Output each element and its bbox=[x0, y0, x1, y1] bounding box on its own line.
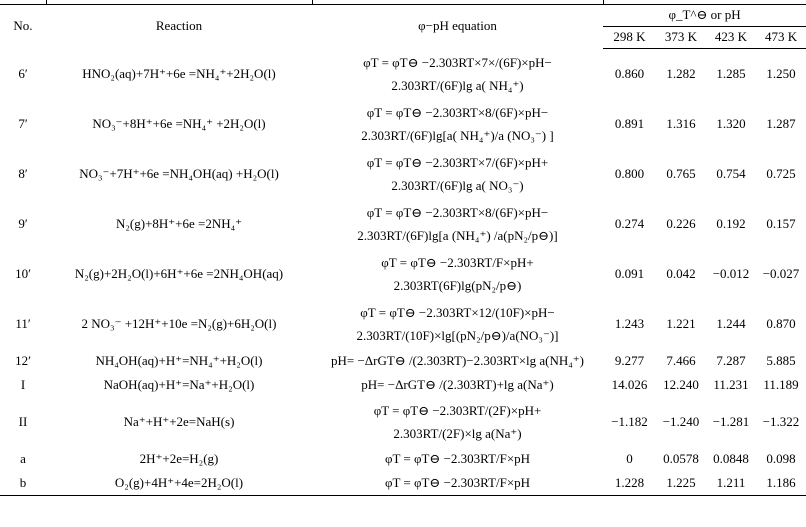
row-equation bbox=[312, 249, 603, 299]
row-no: 6′ bbox=[18, 65, 28, 81]
row-reaction: O₂(g)+4H⁺+4e=2H₂O(l) bbox=[46, 471, 312, 496]
row-no: a bbox=[20, 451, 26, 466]
row-reaction: N₂(g)+8H⁺+6e =2NH₄⁺ bbox=[115, 216, 242, 231]
row-no: b bbox=[0, 471, 46, 496]
equation-line-2: 2.303RT/(6F)lg a( NH₄⁺) bbox=[391, 77, 524, 93]
value-298: 0.891 bbox=[614, 116, 645, 131]
header-group: φ_T^⊖ or pH bbox=[668, 7, 741, 22]
equation-line-2: 2.303RT/(6F)lg[a( NH₄⁺)/a (NO₃⁻) ] bbox=[361, 128, 554, 143]
value-423: −1.281 bbox=[712, 414, 750, 429]
row-reaction: N₂(g)+2H₂O(l)+6H⁺+6e =2NH₄OH(aq) bbox=[74, 266, 284, 281]
value-473: 5.885 bbox=[766, 353, 796, 368]
row-no: 10′ bbox=[15, 266, 31, 281]
row-equation bbox=[312, 299, 603, 349]
value-373: 0.0578 bbox=[663, 451, 699, 466]
equation-line-2: 2.303RT/(2F)×lg a(Na⁺) bbox=[393, 426, 522, 441]
row-equation bbox=[312, 149, 603, 199]
value-423: 0.754 bbox=[716, 166, 746, 181]
header-temp-423: 423 K bbox=[706, 26, 756, 49]
equation-line-1: φT = φT⊖ −2.303RT×8/(6F)×pH− bbox=[366, 105, 549, 120]
row-equation bbox=[312, 397, 603, 447]
row-equation: pH= −ΔrGT⊖ /(2.303RT)+lg a(Na⁺) bbox=[361, 377, 554, 392]
table-row bbox=[0, 349, 806, 373]
value-373: 0.226 bbox=[666, 216, 696, 231]
row-equation: pH= −ΔrGT⊖ /(2.303RT)−2.303RT×lg a(NH₄⁺) bbox=[330, 353, 585, 368]
value-298: 0 bbox=[626, 451, 633, 466]
value-473: 11.189 bbox=[763, 377, 799, 392]
row-reaction: 2 NO₃⁻ +12H⁺+10e =N₂(g)+6H₂O(l) bbox=[81, 316, 277, 331]
table-row bbox=[0, 49, 806, 100]
row-equation: φT = φT⊖ −2.303RT/F×pH bbox=[312, 471, 603, 496]
row-reaction: HNO₂(aq)+7H⁺+6e =NH₄⁺+2H₂O(l) bbox=[82, 65, 276, 81]
table-row bbox=[0, 299, 806, 349]
value-423: 7.287 bbox=[716, 353, 746, 368]
table-row bbox=[0, 199, 806, 249]
row-reaction: NaOH(aq)+H⁺=Na⁺+H₂O(l) bbox=[103, 377, 255, 392]
table-row bbox=[0, 149, 806, 199]
value-423: 1.211 bbox=[706, 471, 756, 496]
table-row bbox=[0, 447, 806, 471]
value-423: 1.285 bbox=[716, 66, 746, 81]
value-373: 1.225 bbox=[656, 471, 706, 496]
value-298: 1.243 bbox=[614, 316, 645, 331]
value-298: −1.182 bbox=[611, 414, 648, 429]
header-temp-298: 298 K bbox=[603, 26, 656, 49]
value-473: 1.186 bbox=[756, 471, 806, 496]
row-no: 9′ bbox=[18, 216, 28, 231]
table-row bbox=[0, 249, 806, 299]
value-373: 1.316 bbox=[666, 116, 696, 131]
row-equation bbox=[312, 199, 603, 249]
value-423: 1.244 bbox=[716, 316, 746, 331]
row-no: 8′ bbox=[18, 166, 28, 181]
equation-line-1: φT = φT⊖ −2.303RT/(2F)×pH+ bbox=[373, 403, 542, 418]
value-373: 1.282 bbox=[666, 66, 696, 81]
equation-line-1: φT = φT⊖ −2.303RT×12/(10F)×pH− bbox=[360, 305, 555, 320]
header-temp-473: 473 K bbox=[756, 26, 806, 49]
value-298: 0.860 bbox=[614, 66, 645, 81]
row-no: 7′ bbox=[18, 116, 28, 131]
value-473: 0.157 bbox=[766, 216, 796, 231]
row-no: I bbox=[20, 377, 26, 392]
value-473: −1.322 bbox=[762, 414, 800, 429]
value-298: 14.026 bbox=[611, 377, 648, 392]
value-473: 0.725 bbox=[766, 166, 796, 181]
row-no: 12′ bbox=[15, 353, 31, 368]
row-equation: φT = φT⊖ −2.303RT/F×pH bbox=[384, 451, 531, 466]
equation-line-2: 2.303RT/(6F)lg[a (NH₄⁺) /a(pN₂/p⊖)] bbox=[357, 228, 558, 243]
equation-line-1: φT = φT⊖ −2.303RT×8/(6F)×pH− bbox=[366, 205, 549, 220]
row-equation bbox=[312, 99, 603, 149]
value-473: 0.098 bbox=[766, 451, 796, 466]
equation-line-2: 2.303RT/(10F)×lg[(pN₂/p⊖)/a(NO₃⁻)] bbox=[356, 328, 559, 343]
value-473: −0.027 bbox=[762, 266, 800, 281]
value-423: 0.192 bbox=[716, 216, 746, 231]
value-373: −1.240 bbox=[662, 414, 700, 429]
value-423: −0.012 bbox=[712, 266, 750, 281]
equation-line-2: 2.303RT(6F)lg(pN₂/p⊖) bbox=[393, 278, 522, 293]
value-473: 0.870 bbox=[766, 316, 796, 331]
table-row bbox=[0, 373, 806, 397]
value-298: 9.277 bbox=[614, 353, 645, 368]
header-equation: φ−pH equation bbox=[418, 18, 497, 34]
header-temp-373: 373 K bbox=[656, 26, 706, 49]
row-reaction: NH₄OH(aq)+H⁺=NH₄⁺+H₂O(l) bbox=[95, 353, 263, 368]
value-423: 1.320 bbox=[716, 116, 746, 131]
row-reaction: 2H⁺+2e=H₂(g) bbox=[139, 451, 219, 466]
equation-line-1: φT = φT⊖ −2.303RT×7×/(6F)×pH− bbox=[363, 54, 552, 70]
value-298: 0.274 bbox=[614, 216, 645, 231]
value-298: 0.800 bbox=[614, 166, 645, 181]
row-reaction: Na⁺+H⁺+2e=NaH(s) bbox=[123, 414, 235, 429]
row-no: II bbox=[18, 414, 28, 429]
value-373: 0.765 bbox=[666, 166, 696, 181]
value-373: 1.221 bbox=[666, 316, 696, 331]
value-473: 1.287 bbox=[766, 116, 796, 131]
value-298: 1.228 bbox=[603, 471, 656, 496]
row-equation bbox=[312, 49, 603, 100]
value-373: 7.466 bbox=[666, 353, 696, 368]
table-row bbox=[0, 99, 806, 149]
row-reaction: NO₃⁻+7H⁺+6e =NH₄OH(aq) +H₂O(l) bbox=[79, 166, 279, 181]
value-423: 11.231 bbox=[713, 377, 749, 392]
value-298: 0.091 bbox=[614, 266, 645, 281]
header-no: No. bbox=[13, 18, 33, 34]
header-reaction: Reaction bbox=[155, 18, 203, 34]
value-373: 12.240 bbox=[663, 377, 699, 392]
phi-ph-equation-table bbox=[0, 4, 806, 496]
row-reaction: NO₃⁻+8H⁺+6e =NH₄⁺ +2H₂O(l) bbox=[92, 116, 266, 131]
value-373: 0.042 bbox=[666, 266, 696, 281]
value-473: 1.250 bbox=[766, 66, 796, 81]
equation-line-1: φT = φT⊖ −2.303RT×7/(6F)×pH+ bbox=[366, 155, 549, 170]
value-423: 0.0848 bbox=[713, 451, 749, 466]
table-row bbox=[0, 397, 806, 447]
equation-line-2: 2.303RT/(6F)lg a( NO₃⁻) bbox=[391, 178, 524, 193]
table-row bbox=[0, 471, 806, 496]
row-no: 11′ bbox=[15, 316, 31, 331]
equation-line-1: φT = φT⊖ −2.303RT/F×pH+ bbox=[381, 255, 534, 270]
